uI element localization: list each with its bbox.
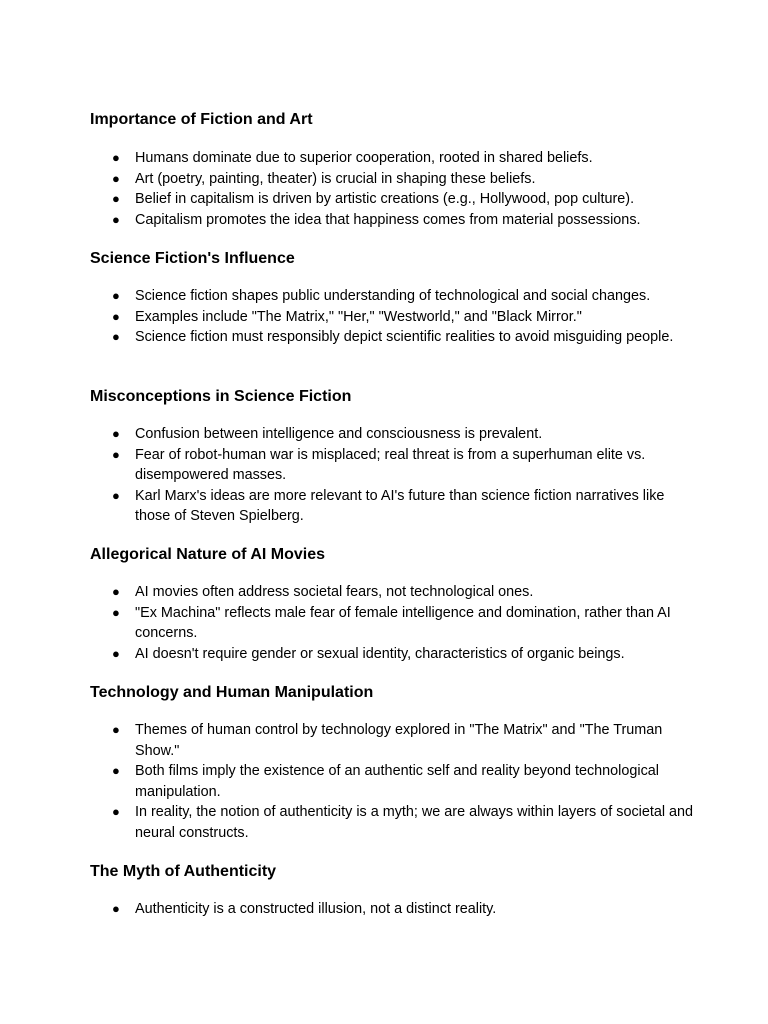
bullet-icon: ●	[112, 604, 120, 620]
bullet-icon: ●	[112, 150, 120, 165]
section-science-fiction-influence	[90, 249, 690, 348]
bullet-icon: ●	[112, 426, 120, 441]
list-item-text: Science fiction must responsibly depict scientific realities to avoid misguiding people.	[135, 329, 674, 345]
list-item	[90, 603, 695, 644]
bullet-icon: ●	[112, 763, 120, 778]
list-item-text: AI movies often address societal fears, not technological ones.	[135, 584, 534, 600]
bullet-icon: ●	[112, 645, 120, 661]
list-item	[90, 169, 695, 190]
list-item-text: Capitalism promotes the idea that happiness comes from material possessions.	[135, 211, 641, 228]
bullet-list	[90, 899, 690, 920]
list-item	[90, 189, 695, 210]
list-item	[90, 424, 695, 445]
list-item-text: Belief in capitalism is driven by artistic creations (e.g., Hollywood, pop culture).	[135, 191, 635, 207]
bullet-icon: ●	[112, 170, 120, 186]
list-item-text: Fear of robot-human war is misplaced; real threat is from a superhuman elite vs. disempowered masses.	[135, 446, 646, 483]
list-item-text: In reality, the notion of authenticity is a myth; we are always within layers of societal and neural constructs.	[135, 804, 694, 841]
list-item	[90, 445, 695, 486]
section-heading: Science Fiction's Influence	[90, 250, 295, 267]
list-item-text: Art (poetry, painting, theater) is crucial in shaping these beliefs.	[135, 170, 536, 187]
bullet-icon: ●	[112, 901, 120, 916]
section-technology-manipulation	[90, 683, 694, 843]
list-item	[90, 644, 695, 665]
bullet-list	[90, 424, 690, 527]
bullet-list	[90, 148, 690, 230]
bullet-list	[90, 720, 694, 843]
bullet-list	[90, 582, 690, 664]
list-item	[90, 307, 695, 328]
list-item	[90, 286, 695, 307]
list-item-text: Karl Marx's ideas are more relevant to AI's future than science fiction narratives like those of Steven Spielberg.	[135, 487, 665, 524]
list-item	[90, 802, 695, 843]
list-item-text: Examples include "The Matrix," "Her," "Westworld," and "Black Mirror."	[135, 308, 582, 325]
bullet-icon: ●	[112, 211, 120, 227]
section-misconceptions	[90, 387, 690, 527]
list-item	[90, 582, 695, 603]
bullet-icon: ●	[112, 584, 120, 599]
section-allegorical-ai-movies	[90, 545, 690, 664]
section-heading: Technology and Human Manipulation	[90, 684, 374, 701]
section-heading: Allegorical Nature of AI Movies	[90, 546, 326, 563]
bullet-list	[90, 286, 690, 348]
list-item-text: Science fiction shapes public understanding of technological and social changes.	[135, 288, 651, 304]
section-heading: Importance of Fiction and Art	[90, 111, 313, 128]
list-item	[90, 327, 695, 348]
list-item-text: Themes of human control by technology explored in "The Matrix" and "The Truman Show."	[135, 722, 663, 759]
bullet-icon: ●	[112, 446, 120, 462]
bullet-icon: ●	[112, 487, 120, 503]
list-item-text: AI doesn't require gender or sexual identity, characteristics of organic beings.	[135, 645, 625, 662]
list-item	[90, 148, 695, 169]
list-item	[90, 899, 695, 920]
list-item-text: Confusion between intelligence and consciousness is prevalent.	[135, 426, 543, 442]
list-item-text: "Ex Machina" reflects male fear of female intelligence and domination, rather than AI concerns.	[135, 604, 671, 641]
section-fiction-and-art	[90, 110, 690, 230]
bullet-icon: ●	[112, 308, 120, 324]
bullet-icon: ●	[112, 804, 120, 819]
list-item-text: Both films imply the existence of an authentic self and reality beyond technological manipulation.	[135, 763, 659, 800]
bullet-icon: ●	[112, 288, 120, 303]
list-item-text: Authenticity is a constructed illusion, not a distinct reality.	[135, 901, 497, 917]
list-item	[90, 210, 695, 231]
bullet-icon: ●	[112, 191, 120, 206]
section-myth-of-authenticity	[90, 862, 690, 920]
section-heading: Misconceptions in Science Fiction	[90, 388, 352, 405]
list-item	[90, 486, 695, 527]
list-item	[90, 761, 695, 802]
section-heading: The Myth of Authenticity	[90, 863, 277, 880]
bullet-icon: ●	[112, 722, 120, 737]
list-item	[90, 720, 695, 761]
list-item-text: Humans dominate due to superior cooperation, rooted in shared beliefs.	[135, 150, 593, 166]
bullet-icon: ●	[112, 329, 120, 344]
